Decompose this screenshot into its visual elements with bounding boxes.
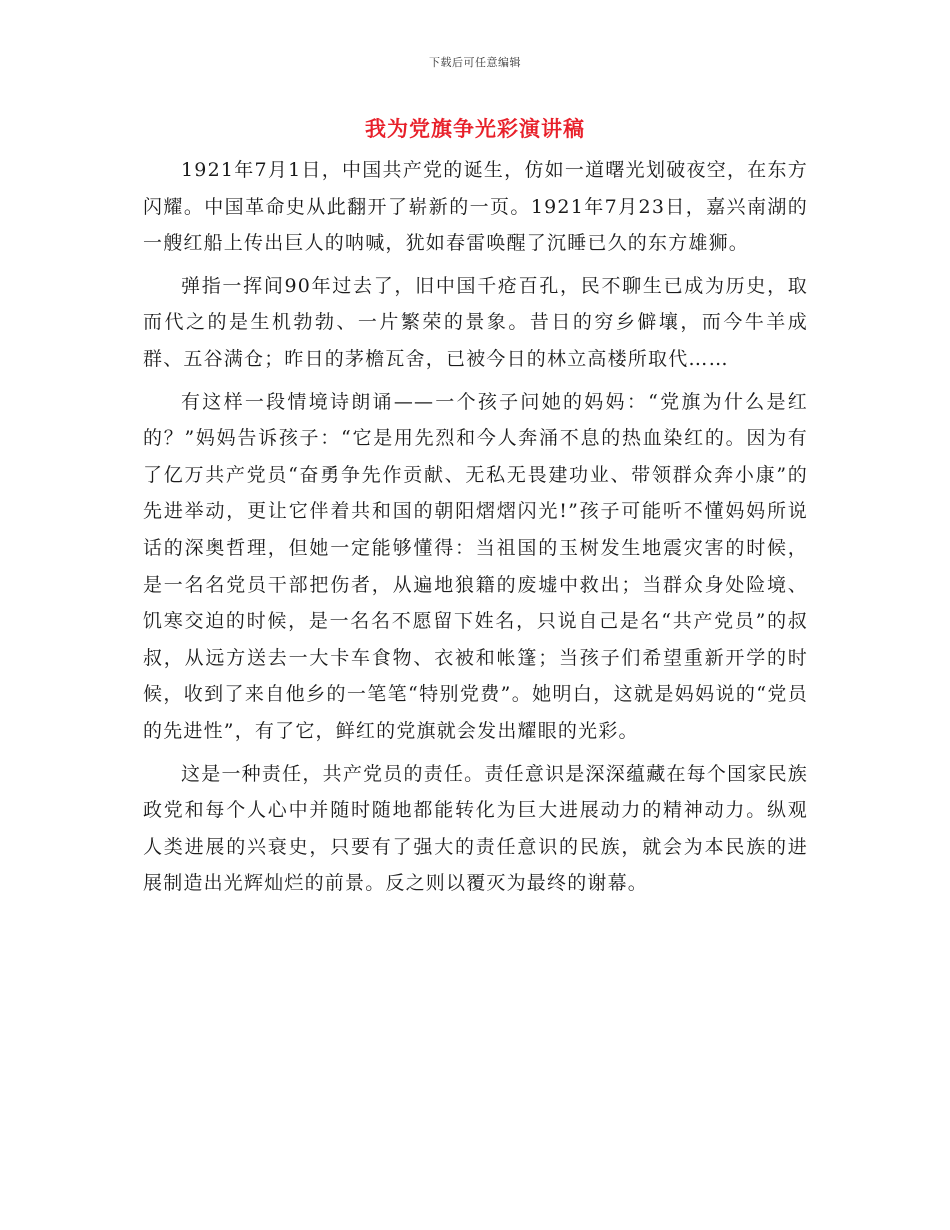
paragraph-4: 这是一种责任，共产党员的责任。责任意识是深深蕴藏在每个国家民族政党和每个人心中并随时随地都能转化为巨大进展动力的精神动力。纵观人类进展的兴衰史，只要有了强大的责任意识的民族，就会为本民族的进展制造出光辉灿烂的前景。反之则以覆灭为最终的谢幕。 bbox=[143, 762, 808, 895]
document-title: 我为党旗争光彩演讲稿 bbox=[365, 116, 585, 141]
paragraph-1: 1921年7月1日，中国共产党的诞生，仿如一道曙光划破夜空，在东方闪耀。中国革命史从此翻开了崭新的一页。1921年7月23日，嘉兴南湖的一艘红船上传出巨人的呐喊，犹如春雷唤醒了沉睡已久的东方雄狮。 bbox=[143, 159, 808, 255]
paragraph-2: 弹指一挥间90年过去了，旧中国千疮百孔，民不聊生已成为历史，取而代之的是生机勃勃、一片繁荣的景象。昔日的穷乡僻壤，而今牛羊成群、五谷满仓；昨日的茅檐瓦舍，已被今日的林立高楼所取代…… bbox=[143, 274, 808, 370]
document-body bbox=[143, 152, 808, 908]
paragraph-3: 有这样一段情境诗朗诵——一个孩子问她的妈妈：“党旗为什么是红的？”妈妈告诉孩子：“它是用先烈和今人奔涌不息的热血染红的。因为有了亿万共产党员“奋勇争先作贡献、无私无畏建功业、带领群众奔小康”的先进举动，更让它伴着共和国的朝阳熠熠闪光!”孩子可能听不懂妈妈所说话的深奥哲理，但她一定能够懂得：当祖国的玉树发生地震灾害的时候，是一名名党员干部把伤者，从遍地狼籍的废墟中救出；当群众身处险境、饥寒交迫的时候，是一名名不愿留下姓名，只说自己是名“共产党员”的叔叔，从远方送去一大卡车食物、衣被和帐篷；当孩子们希望重新开学的时候，收到了来自他乡的一笔笔“特别党费”。她明白，这就是妈妈说的“党员的先进性”，有了它，鲜红的党旗就会发出耀眼的光彩。 bbox=[143, 390, 808, 742]
page-header-note: 下载后可任意编辑 bbox=[429, 56, 521, 69]
